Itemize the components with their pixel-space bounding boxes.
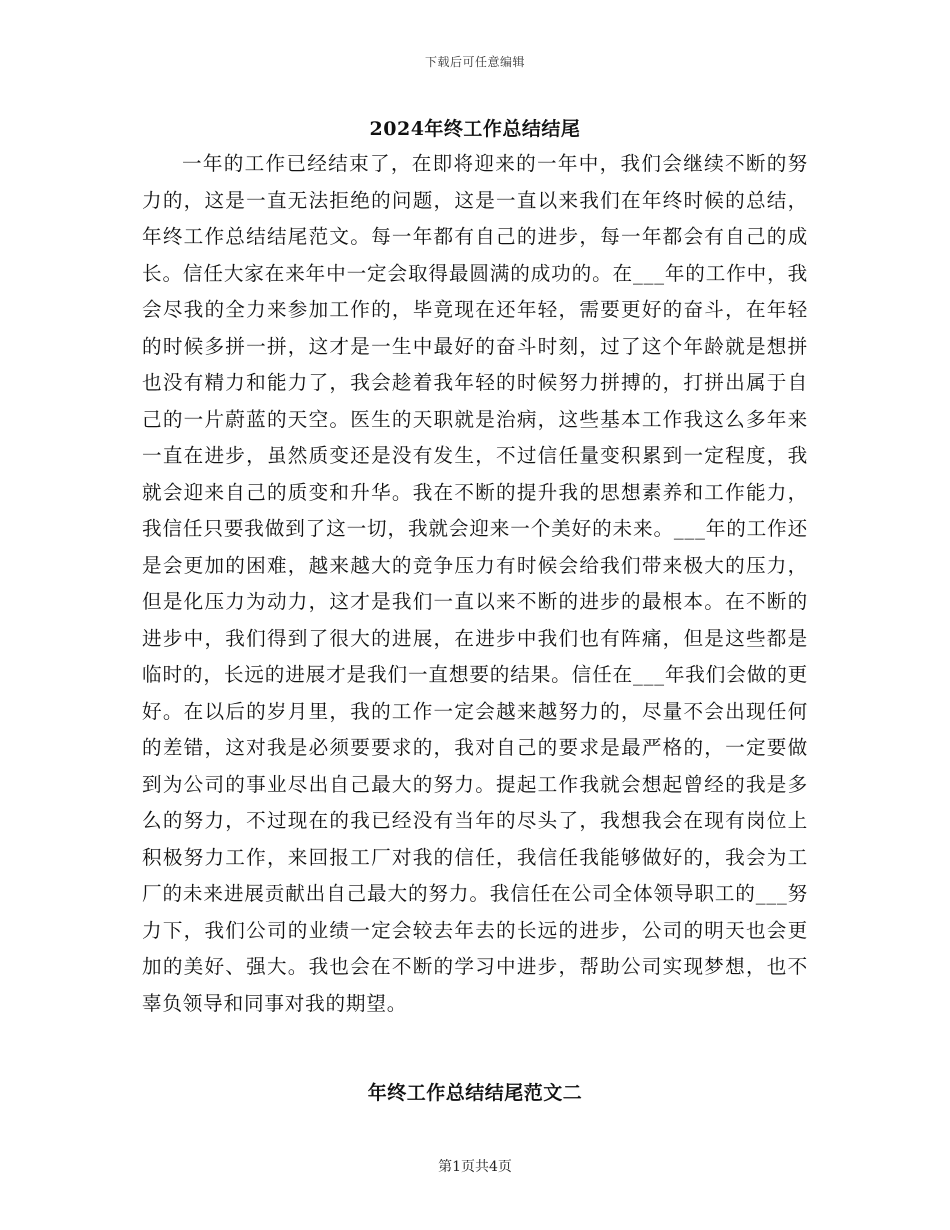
- document-title: 2024年终工作总结结尾: [369, 118, 581, 140]
- header-note: 下载后可任意编辑: [424, 55, 525, 69]
- body-paragraph: 一年的工作已经结束了，在即将迎来的一年中，我们会继续不断的努力的，这是一直无法拒绝的问题，这是一直以来我们在年终时候的总结，年终工作总结结尾范文。每一年都有自己的进步，每一年都会有自己的成长。信任大家在来年中一定会取得最圆满的成功的。在___年的工作中，我会尽我的全力来参加工作的，毕竟现在还年轻，需要更好的奋斗，在年轻的时候多拼一拼，这才是一生中最好的奋斗时刻，过了这个年龄就是想拼也没有精力和能力了，我会趁着我年轻的时候努力拼搏的，打拼出属于自己的一片蔚蓝的天空。医生的天职就是治病，这些基本工作我这么多年来一直在进步，虽然质变还是没有发生，不过信任量变积累到一定程度，我就会迎来自己的质变和升华。我在不断的提升我的思想素养和工作能力，我信任只要我做到了这一切，我就会迎来一个美好的未来。___年的工作还是会更加的困难，越来越大的竞争压力有时候会给我们带来极大的压力，但是化压力为动力，这才是我们一直以来不断的进步的最根本。在不断的进步中，我们得到了很大的进展，在进步中我们也有阵痛，但是这些都是临时的，长远的进展才是我们一直想要的结果。信任在___年我们会做的更好。在以后的岁月里，我的工作一定会越来越努力的，尽量不会出现任何的差错，这对我是必须要要求的，我对自己的要求是最严格的，一定要做到为公司的事业尽出自己最大的努力。提起工作我就会想起曾经的我是多么的努力，不过现在的我已经没有当年的尽头了，我想我会在现有岗位上积极努力工作，来回报工厂对我的信任，我信任我能够做好的，我会为工厂的未来进展贡献出自己最大的努力。我信任在公司全体领导职工的___努力下，我们公司的业绩一定会较去年去的长远的进步，公司的明天也会更加的美好、强大。我也会在不断的学习中进步，帮助公司实现梦想，也不辜负领导和同事对我的期望。: [142, 152, 808, 1015]
- page-number: 第1页共4页: [438, 1159, 512, 1175]
- section-title: 年终工作总结结尾范文二: [367, 1082, 583, 1104]
